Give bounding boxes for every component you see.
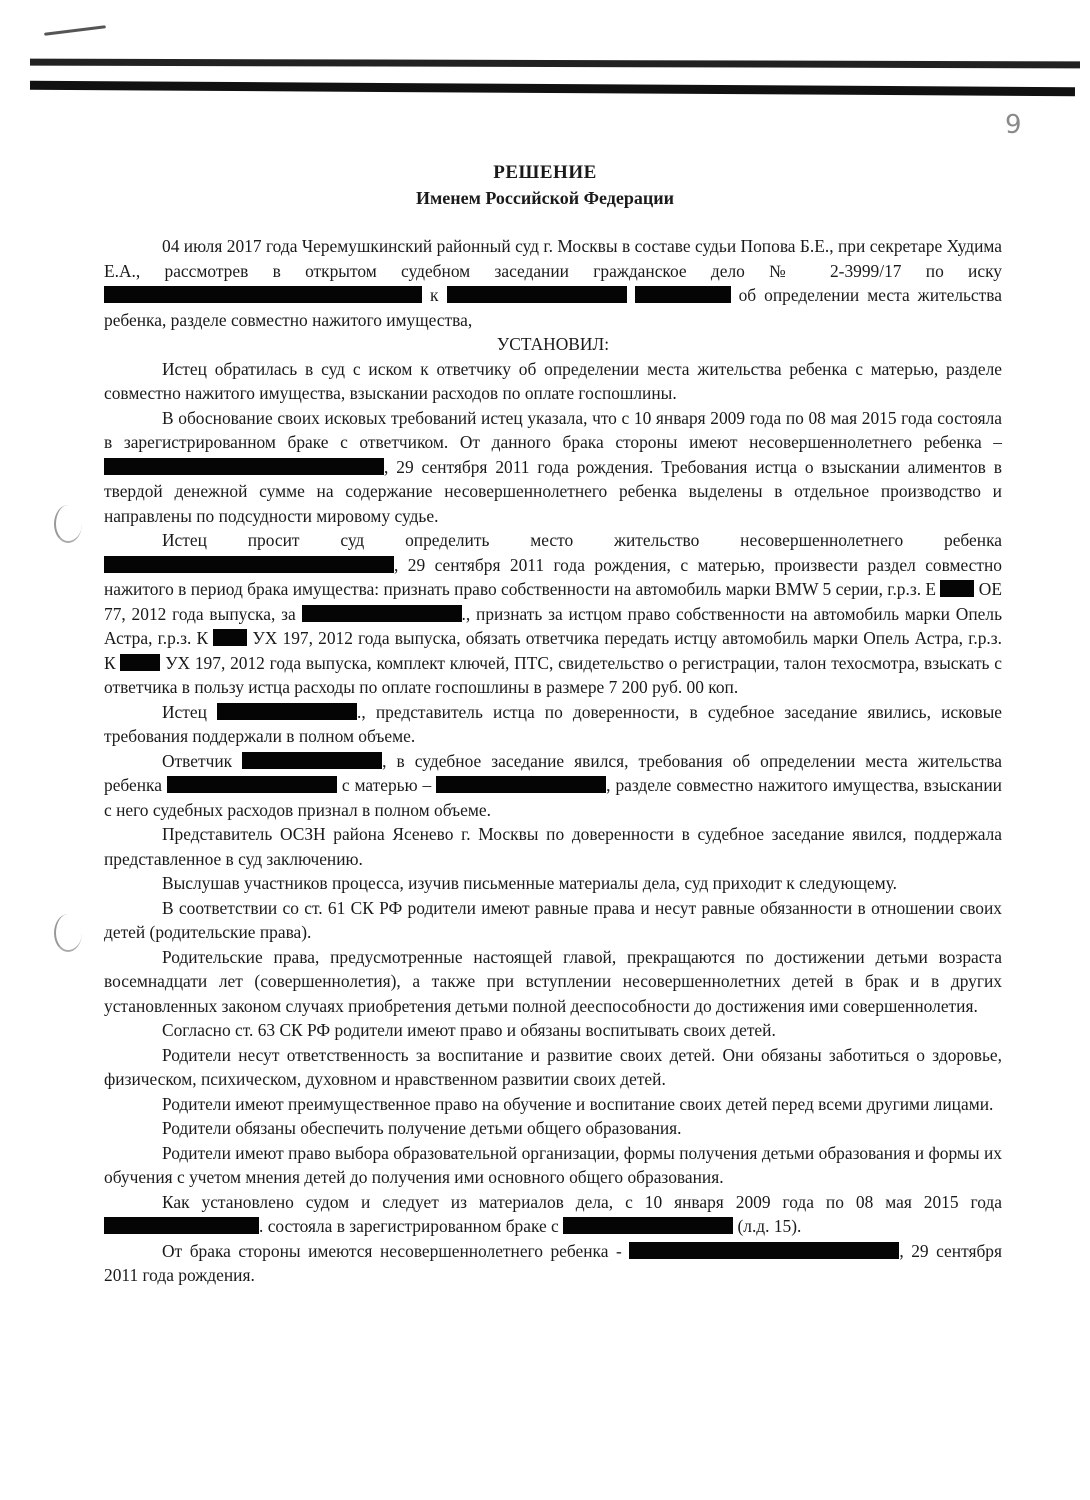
- paragraph: [104, 1239, 1002, 1288]
- paragraph: Выслушав участников процесса, изучив письменные материалы дела, суд приходит к следующему.: [162, 873, 897, 893]
- redaction-block: [629, 1242, 899, 1259]
- paragraph-text: ., признать за истцом право собственности на автомобиль марки Опель Астра, г.р.з. К: [104, 603, 1002, 648]
- redaction-block: [104, 458, 384, 475]
- paragraph-text: (л.д. 15).: [737, 1216, 802, 1236]
- paragraph-text: , 29 сентября 2011 года рождения. Требования истца о взыскании алиментов в твердой денежной сумме на содержание несовершеннолетнего ребенка выделены в отдельное производство и направлены по подсудности мировому судье.: [104, 456, 1002, 526]
- paragraph-text: ОЕ 77, 2012 года выпуска, за: [104, 579, 1002, 624]
- paragraph-text: Ответчик: [162, 750, 233, 771]
- paragraph-text: Истец просит суд определить место жительство несовершеннолетнего ребенка: [162, 530, 1002, 550]
- paragraph-text: УХ 197, 2012 года выпуска, комплект ключей, ПТС, свидетельство о регистрации, талон техосмотра, взыскать с ответчика в пользу истца расходы по оплате госпошлины в размере 7 200 руб. 00 коп.: [104, 652, 1002, 697]
- paragraph-text: Истец: [162, 701, 207, 722]
- redaction-block: [120, 654, 160, 671]
- redaction-block: [302, 605, 462, 622]
- paragraph-text: , в судебное заседание явился, требования об определении места жительства ребенка: [104, 750, 1002, 795]
- intro-text: об определении места жительства ребенка, разделе совместно нажитого имущества,: [104, 285, 1002, 330]
- redaction-block: [563, 1217, 733, 1234]
- paragraph-text: УХ 197, 2012 года выпуска, обязать ответчика передать истцу автомобиль марки Опель Астра, г.р.з. К: [104, 628, 1002, 673]
- document-subtitle: Именем Российской Федерации: [415, 188, 675, 208]
- paragraph: Родители обязаны обеспечить получение детьми общего образования.: [162, 1118, 682, 1138]
- intro-text: к: [430, 285, 439, 305]
- scan-border-line: [30, 59, 1080, 69]
- redaction-block: [104, 286, 422, 303]
- paragraph-text: От брака стороны имеются несовершеннолетнего ребенка -: [162, 1240, 622, 1261]
- redaction-block: [635, 286, 731, 303]
- paragraph: Родительские права, предусмотренные настоящей главой, прекращаются по достижении детьми возраста восемнадцати лет (совершеннолетия), а также при вступлении несовершеннолетних детей в брак и в других установленных законом случаях приобретения детьми полной дееспособности до достижения ими совершеннолетия.: [104, 946, 1002, 1016]
- intro-paragraph: [104, 234, 1002, 332]
- redaction-block: [104, 1217, 259, 1234]
- established-heading: УСТАНОВИЛ:: [496, 334, 610, 354]
- redaction-block: [447, 286, 627, 303]
- paragraph: [104, 700, 1002, 749]
- redaction-block: [167, 776, 337, 793]
- page-number-handwritten: 9: [1005, 110, 1022, 140]
- paragraph: [104, 528, 1002, 700]
- redaction-block: [242, 752, 382, 769]
- intro-text: 04 июля 2017 года Черемушкинский районный суд г. Москвы в составе судьи Попова Б.Е., при секретаре Худима Е.А., рассмотрев в открытом судебном заседании гражданское дело № 2-3999/17 по иску: [104, 236, 1002, 281]
- paragraph: В соответствии со ст. 61 СК РФ родители имеют равные права и несут равные обязанности в отношении своих детей (родительские права).: [104, 897, 1002, 942]
- paragraph: Представитель ОСЗН района Ясенево г. Москвы по доверенности в судебное заседание явился, поддержала представленное в суд заключению.: [104, 824, 1002, 869]
- paragraph-text: , 29 сентября 2011 года рождения, с матерью, произвести раздел совместно нажитого в период брака имущества: признать право собственности на автомобиль марки BMW 5 серии, г.р.з. Е: [104, 554, 1002, 599]
- redaction-block: [104, 556, 394, 573]
- paragraph: [104, 406, 1002, 529]
- document-body: [104, 234, 1002, 1288]
- paragraph-text: Как установлено судом и следует из материалов дела, с 10 января 2009 года по 08 мая 2015 года: [162, 1191, 1002, 1212]
- paragraph: [104, 1190, 1002, 1239]
- paragraph-text: , 29 сентября 2011 года рождения.: [104, 1240, 1002, 1285]
- document-title: РЕШЕНИЕ: [493, 162, 597, 183]
- scan-mark: [44, 25, 106, 36]
- scan-border-line-2: [30, 81, 1075, 96]
- redaction-block: [213, 629, 247, 646]
- paragraph-text: ., представитель истца по доверенности, в судебное заседание явились, исковые требования поддержали в полном объеме.: [104, 701, 1002, 746]
- paragraph: Истец обратилась в суд с иском к ответчику об определении места жительства ребенка с матерью, разделе совместно нажитого имущества, взыскании расходов по оплате госпошлины.: [104, 358, 1002, 403]
- paragraph: Согласно ст. 63 СК РФ родители имеют право и обязаны воспитывать своих детей.: [162, 1020, 776, 1040]
- paragraph-text: В обоснование своих исковых требований истец указала, что с 10 января 2009 года по 08 мая 2015 года состояла в зарегистрированном браке с ответчиком. От данного брака стороны имеют несовершеннолетнего ребенка –: [104, 407, 1002, 452]
- paragraph: [104, 749, 1002, 823]
- redaction-block: [436, 776, 606, 793]
- paragraph: Родители имеют преимущественное право на обучение и воспитание своих детей перед всеми другими лицами.: [162, 1093, 994, 1114]
- paragraph-text: , разделе совместно нажитого имущества, взыскании с него судебных расходов признал в полном объеме.: [104, 775, 1002, 820]
- paragraph: Родители несут ответственность за воспитание и развитие своих детей. Они обязаны заботиться о здоровье, физическом, психическом, духовном и нравственном развитии своих детей.: [104, 1044, 1002, 1089]
- punch-hole: [54, 505, 82, 543]
- paragraph: Родители имеют право выбора образовательной организации, формы получения детьми образования и формы их обучения с учетом мнения детей до получения ими основного общего образования.: [104, 1142, 1002, 1187]
- redaction-block: [940, 580, 974, 597]
- paragraph-text: с матерью –: [341, 775, 432, 795]
- punch-hole: [54, 914, 82, 952]
- redaction-block: [217, 703, 357, 720]
- paragraph-text: . состояла в зарегистрированном браке с: [259, 1216, 559, 1236]
